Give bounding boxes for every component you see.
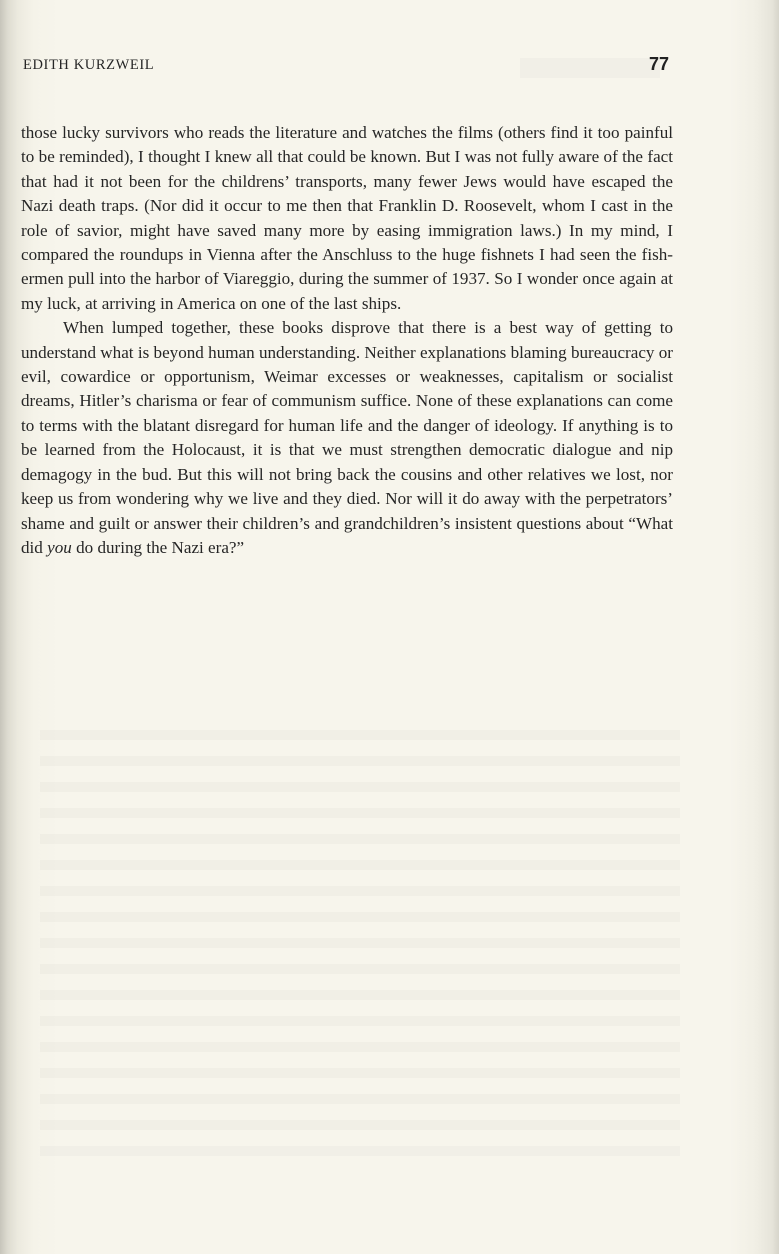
paragraph [21, 316, 673, 560]
body-text [21, 121, 673, 560]
running-head: EDITH KURZWEIL [23, 57, 155, 73]
paragraph-text: do during the Nazi era?” [71, 537, 245, 557]
emphasized-word: you [47, 537, 72, 557]
paragraph: those lucky survivors who reads the literature and watches the films (others find it too painful to be reminded), I thought I knew all that could be known. But I was not fully aware of the fact that had it not been for the childrens’ transports, many fewer Jews would have escaped the Nazi death traps. (Nor did it occur to me then that Franklin D. Roosevelt, whom I cast in the role of savior, might have saved many more by easing immigration laws.) In my mind, I compared the roundups in Vienna after the Anschluss to the huge fishnets I had seen the fishermen pull into the harbor of Viareggio, during the summer of 1937. So I wonder once again at my luck, at arriving in America on one of the last ships. [21, 123, 673, 313]
paragraph-text: When lumped together, these books disprove that there is a best way of getting to understand what is beyond human understanding. Neither explanations blaming bureaucracy or evil, cowardice or opportunism, Weimar excesses or weaknesses, capitalism or socialist dreams, Hitler’s charisma or fear of communism suffice. None of these explanations can come to terms with the blatant disregard for human life and the danger of ideology. If anything is to be learned from the Holocaust, it is that we must strengthen democratic dialogue and nip demagogy in the bud. But this will not bring back the cousins and other relatives we lost, nor keep us from wondering why we live and they died. Nor will it do away with the perpetrators’ shame and guilt or answer their children’s and grandchildren’s insistent questions about “What did [21, 318, 673, 557]
page-number: 77 [648, 54, 669, 74]
